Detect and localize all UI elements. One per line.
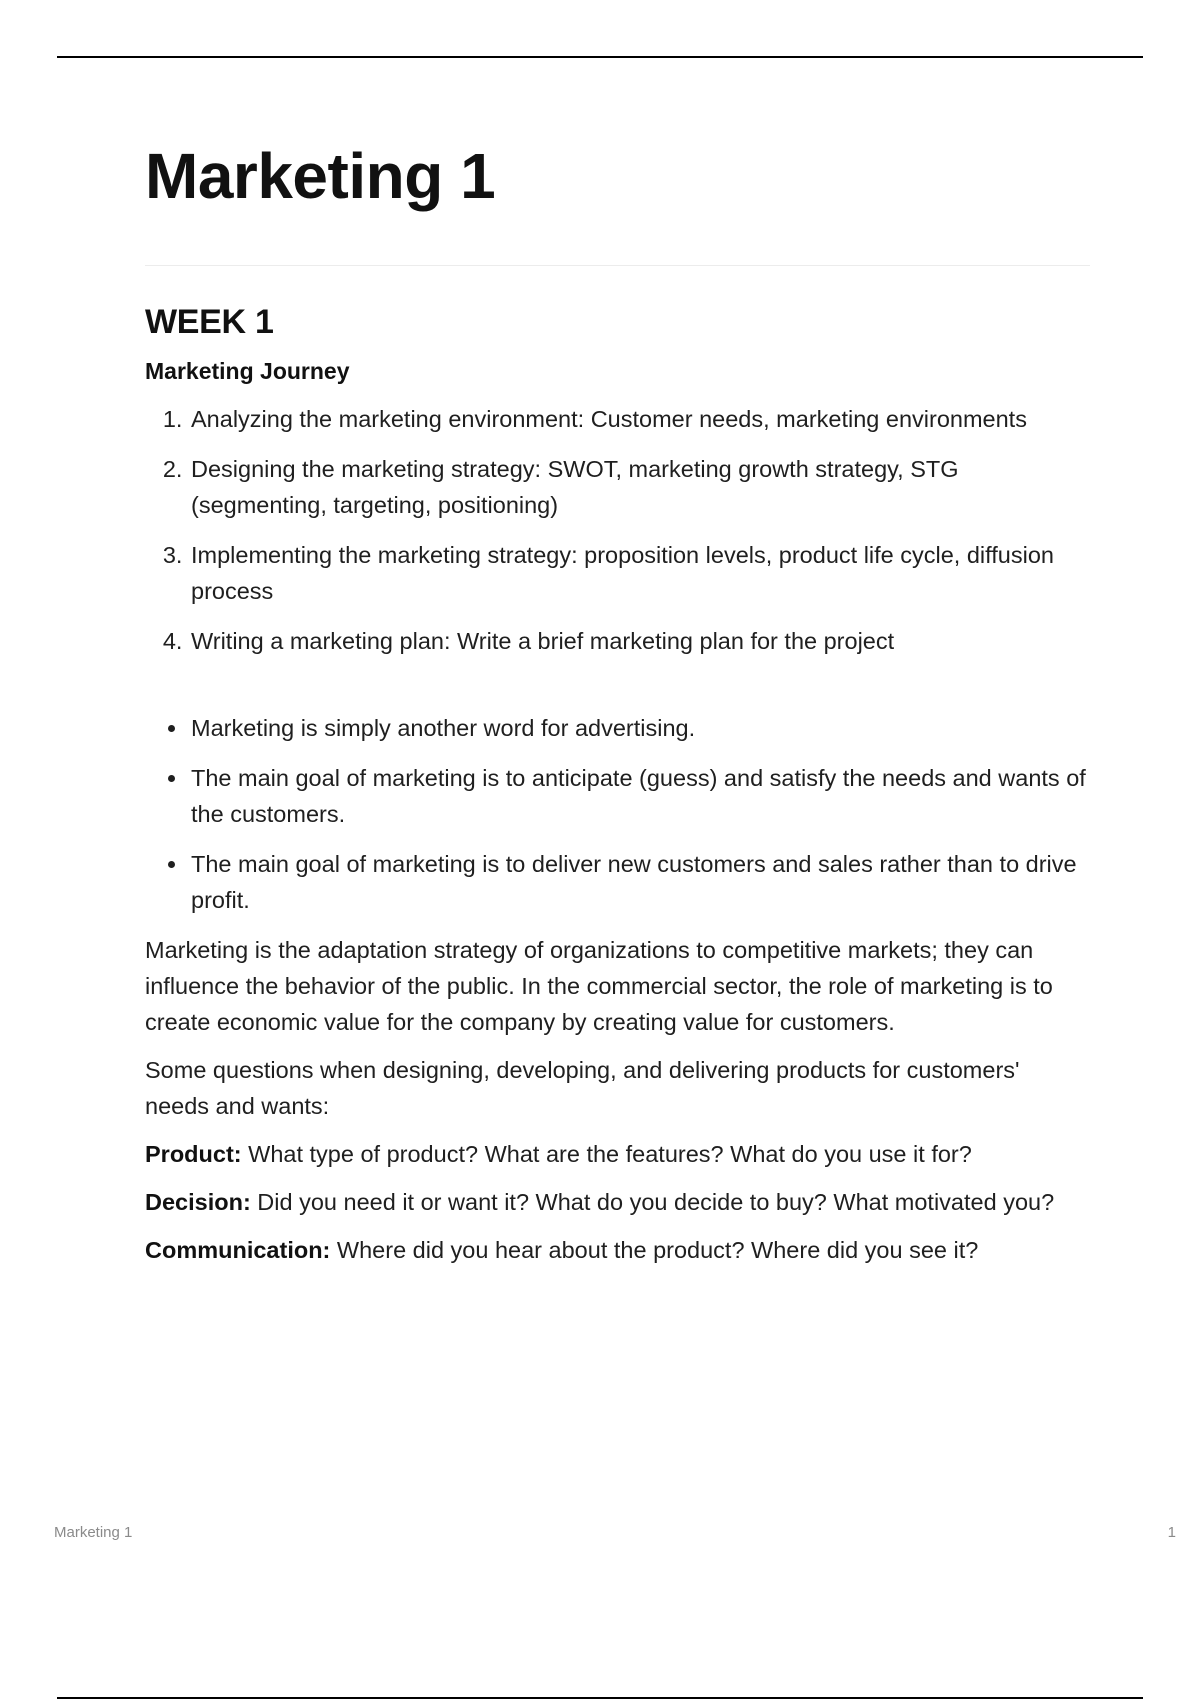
paragraph-questions-intro: Some questions when designing, developing, and delivering products for customers' needs and wants:: [145, 1056, 1020, 1119]
question-decision: [145, 1184, 1090, 1220]
page-top-rule: [57, 56, 1143, 58]
footer-page-number: 1: [1167, 1524, 1176, 1541]
claim-item: • The main goal of marketing is to deliver new customers and sales rather than to drive profit.: [189, 846, 1090, 918]
page-bottom-rule: [57, 1697, 1143, 1699]
claim-item: • The main goal of marketing is to anticipate (guess) and satisfy the needs and wants of the customers.: [189, 760, 1090, 832]
journey-step: 3. Implementing the marketing strategy: proposition levels, product life cycle, diffusion process: [189, 537, 1090, 609]
page-title: Marketing 1: [145, 140, 496, 212]
subheading-marketing-journey: Marketing Journey: [145, 357, 350, 384]
document-body: [145, 140, 1090, 1280]
paragraph-definition: Marketing is the adaptation strategy of organizations to competitive markets; they can influence the behavior of the public. In the commercial sector, the role of marketing is to create economic value for the company by creating value for customers.: [145, 936, 1053, 1035]
journey-steps-list: [145, 401, 1090, 659]
question-text: Did you need it or want it? What do you decide to buy? What motivated you?: [250, 1188, 1055, 1215]
claim-item: • Marketing is simply another word for advertising.: [189, 710, 1090, 746]
title-divider: [145, 265, 1090, 266]
question-text: Where did you hear about the product? Where did you see it?: [330, 1236, 979, 1263]
question-label: Communication:: [145, 1236, 331, 1263]
question-communication: [145, 1232, 1090, 1268]
list-spacer: [145, 673, 1090, 710]
footer-document-name: Marketing 1: [54, 1524, 133, 1541]
question-label: Decision:: [145, 1188, 251, 1215]
question-text: What type of product? What are the features? What do you use it for?: [241, 1140, 972, 1167]
question-product: [145, 1136, 1090, 1172]
claims-bullet-list: [145, 710, 1090, 918]
journey-step: 1. Analyzing the marketing environment: Customer needs, marketing environments: [189, 401, 1090, 437]
section-heading-week-1: WEEK 1: [145, 303, 274, 341]
journey-step: 4. Writing a marketing plan: Write a brief marketing plan for the project: [189, 623, 1090, 659]
question-label: Product:: [145, 1140, 242, 1167]
journey-step: 2. Designing the marketing strategy: SWOT, marketing growth strategy, STG (segmenting, targeting, positioning): [189, 451, 1090, 523]
